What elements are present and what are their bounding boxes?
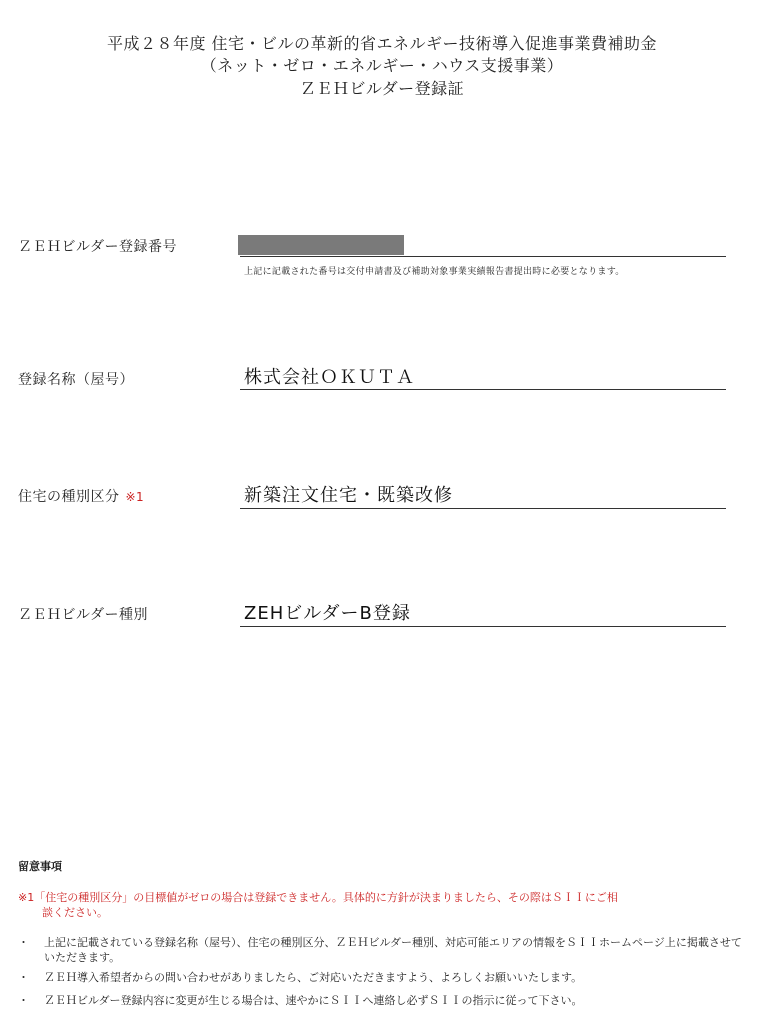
builder-type-label: ＺＥＨビルダー種別 [18, 607, 148, 623]
document-title-line-2: （ネット・ゼロ・エネルギー・ハウス支援事業） [200, 56, 564, 75]
registration-number-redaction [238, 235, 404, 255]
registered-name-underline [240, 389, 726, 390]
note-bullet-item [18, 935, 743, 965]
registered-name-value: 株式会社ＯＫＵＴＡ [244, 367, 415, 388]
housing-type-value: 新築注文住宅・既築改修 [244, 485, 453, 506]
housing-type-mark: ※1 [125, 490, 145, 504]
document-title-line-3: ＺＥＨビルダー登録証 [299, 79, 465, 98]
housing-type-label-group [18, 488, 144, 506]
note-bullet-item [18, 970, 743, 985]
bullet-dot: ・ [18, 971, 29, 984]
bullet-dot: ・ [18, 936, 29, 949]
note-bullet-text: ＺＥＨビルダー登録内容に変更が生じる場合は、速やかにＳＩＩへ連絡し必ずＳＩＩの指示に従って下さい。 [44, 994, 583, 1007]
builder-type-underline [240, 626, 726, 627]
note-bullet-text: ＺＥＨ導入希望者からの問い合わせがありましたら、ご対応いただきますよう、よろしくお願いいたします。 [44, 971, 583, 984]
note-bullet-text: 上記に記載されている登録名称（屋号）、住宅の種別区分、ＺＥＨビルダー種別、対応可能エリアの情報をＳＩＩホームページ上に掲載させていただきます。 [44, 936, 742, 964]
housing-type-label: 住宅の種別区分 [18, 489, 120, 505]
registered-name-label: 登録名称（屋号） [18, 372, 134, 388]
housing-type-footnote [18, 890, 743, 920]
builder-type-value: ZEHビルダーB登録 [244, 603, 411, 624]
note-bullet-item [18, 993, 743, 1008]
registration-number-note: 上記に記載された番号は交付申請書及び補助対象事業実績報告書提出時に必要となります。 [244, 267, 625, 277]
footnote-line-1: ※1「住宅の種別区分」の目標値がゼロの場合は登録できません。具体的に方針が決まりましたら、その際はＳＩＩにご相 [18, 891, 618, 904]
registration-number-label: ＺＥＨビルダー登録番号 [18, 239, 177, 255]
housing-type-underline [240, 508, 726, 509]
footnote-line-2: 談ください。 [42, 906, 108, 919]
registration-number-underline [240, 256, 726, 257]
document-title-line-1: 平成２８年度 住宅・ビルの革新的省エネルギー技術導入促進事業費補助金 [106, 34, 658, 53]
notes-heading: 留意事項 [18, 860, 62, 873]
bullet-dot: ・ [18, 994, 29, 1007]
